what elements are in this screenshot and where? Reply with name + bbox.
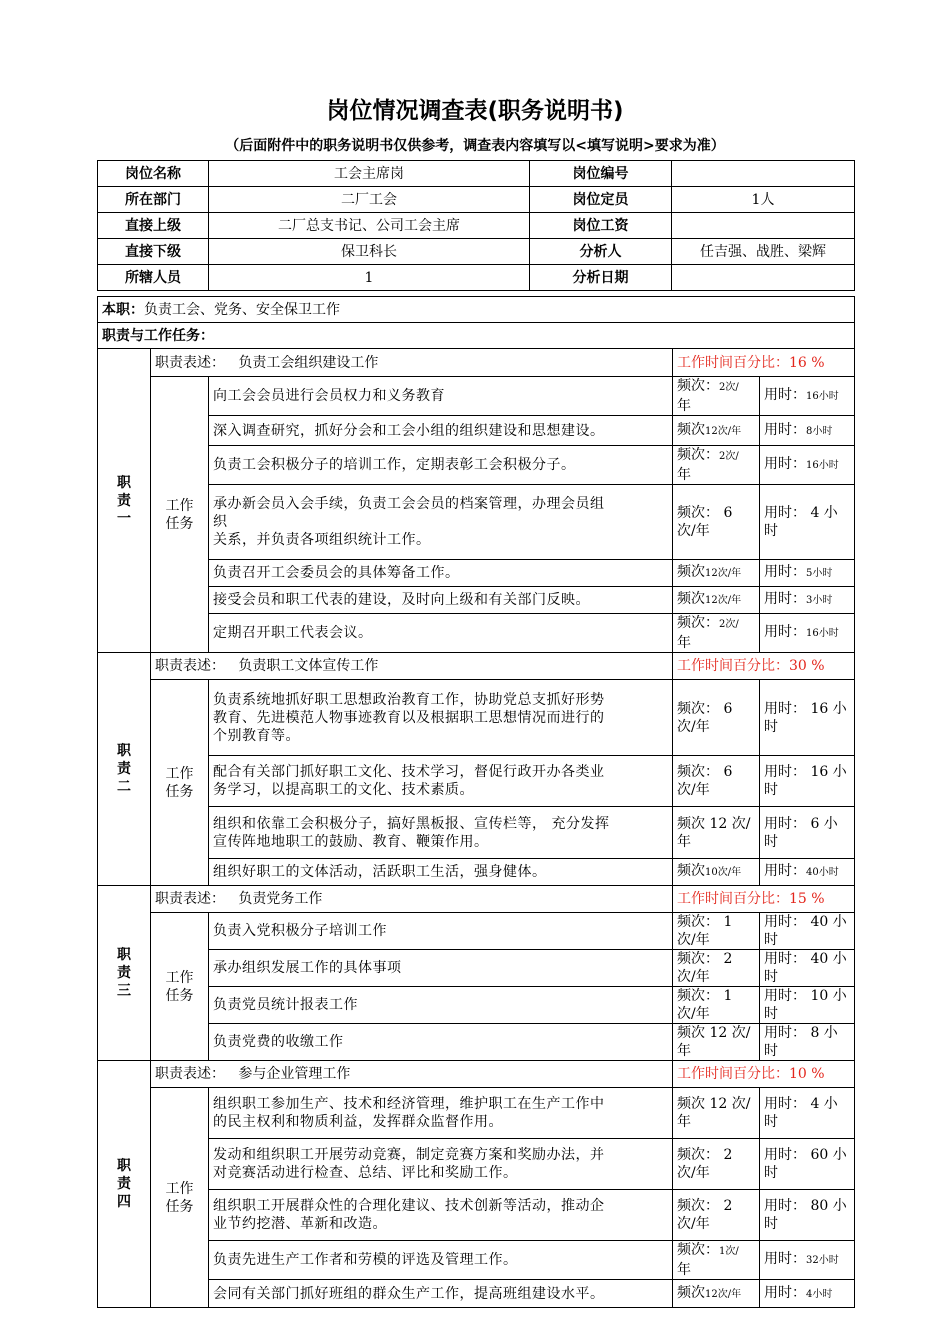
task-duration[interactable]: 用时：4小时 [760, 1280, 855, 1308]
task-duration[interactable]: 用时：16小时 [760, 614, 855, 653]
duty-4-label: 职责四 [98, 1061, 151, 1308]
task-row [98, 913, 855, 950]
duty-1-label: 职责一 [98, 349, 151, 653]
duty-4-percent[interactable]: 工作时间百分比：10 % [673, 1061, 855, 1088]
task-frequency[interactable]: 频次： 1 次/年 [673, 913, 760, 950]
task-text[interactable]: 组织职工开展群众性的合理化建议、技术创新等活动，推动企 业节约挖潜、革新和改造。 [209, 1190, 673, 1241]
task-frequency[interactable]: 频次10次/年 [673, 859, 760, 886]
task-group-label: 工作任务 [151, 913, 209, 1061]
task-frequency[interactable]: 频次：1次/ 年 [673, 1241, 760, 1280]
task-duration[interactable]: 用时：32小时 [760, 1241, 855, 1280]
task-row [98, 680, 855, 756]
page-subtitle: （后面附件中的职务说明书仅供参考，调查表内容填写以<填写说明>要求为准） [225, 138, 725, 154]
task-text[interactable]: 负责入党积极分子培训工作 [209, 913, 673, 950]
task-duration[interactable]: 用时：8小时 [760, 416, 855, 446]
quota-value[interactable]: 1人 [672, 187, 855, 213]
task-text[interactable]: 承办组织发展工作的具体事项 [209, 950, 673, 987]
duty-2-label: 职责二 [98, 653, 151, 886]
subordinate-label: 直接下级 [98, 239, 209, 265]
task-group-label: 工作任务 [151, 377, 209, 653]
duty-4-desc[interactable]: 职责表述： 参与企业管理工作 [151, 1061, 673, 1088]
info-row [98, 265, 855, 291]
task-row [98, 587, 855, 614]
task-row [98, 1139, 855, 1190]
task-group-label: 工作任务 [151, 1088, 209, 1308]
main-duty-row [98, 297, 855, 323]
task-frequency[interactable]: 频次： 2 次/年 [673, 1190, 760, 1241]
task-frequency[interactable]: 频次： 6 次/年 [673, 680, 760, 756]
task-duration[interactable]: 用时： 40 小时 [760, 950, 855, 987]
task-text[interactable]: 组织职工参加生产、技术和经济管理，维护职工在生产工作中 的民主权利和物质利益，发挥群众监督作用。 [209, 1088, 673, 1139]
task-duration[interactable]: 用时： 80 小时 [760, 1190, 855, 1241]
post-no-label: 岗位编号 [530, 161, 672, 187]
task-duration[interactable]: 用时： 16 小时 [760, 756, 855, 807]
task-frequency[interactable]: 频次：2次/ 年 [673, 377, 760, 416]
task-row [98, 1280, 855, 1308]
duty-desc-row [98, 653, 855, 680]
analyst-label: 分析人 [530, 239, 672, 265]
task-frequency[interactable]: 频次 12 次/年 [673, 807, 760, 859]
task-frequency[interactable]: 频次： 6 次/年 [673, 756, 760, 807]
task-duration[interactable]: 用时：5小时 [760, 560, 855, 587]
duty-2-percent[interactable]: 工作时间百分比：30 % [673, 653, 855, 680]
task-frequency[interactable]: 频次 12 次/年 [673, 1024, 760, 1061]
task-text[interactable]: 定期召开职工代表会议。 [209, 614, 673, 653]
duty-3-percent[interactable]: 工作时间百分比：15 % [673, 886, 855, 913]
duty-desc-row [98, 349, 855, 377]
duty-desc-row [98, 886, 855, 913]
task-frequency[interactable]: 频次： 6 次/年 [673, 485, 760, 560]
superior-label: 直接上级 [98, 213, 209, 239]
task-row [98, 485, 855, 560]
duties-header-row [98, 323, 855, 349]
task-row [98, 446, 855, 485]
superior-value[interactable]: 二厂总支书记、公司工会主席 [209, 213, 530, 239]
duties-header: 职责与工作任务： [98, 323, 855, 349]
task-duration[interactable]: 用时： 10 小时 [760, 987, 855, 1024]
task-text[interactable]: 负责先进生产工作者和劳模的评选及管理工作。 [209, 1241, 673, 1280]
duty-3-label: 职责三 [98, 886, 151, 1061]
staff-label: 所辖人员 [98, 265, 209, 291]
task-row [98, 1024, 855, 1061]
dept-label: 所在部门 [98, 187, 209, 213]
task-duration[interactable]: 用时： 60 小时 [760, 1139, 855, 1190]
task-duration[interactable]: 用时： 4 小时 [760, 1088, 855, 1139]
task-duration[interactable]: 用时： 4 小时 [760, 485, 855, 560]
duty-3-desc[interactable]: 职责表述： 负责党务工作 [151, 886, 673, 913]
task-frequency[interactable]: 频次：2次/ 年 [673, 446, 760, 485]
task-row [98, 756, 855, 807]
staff-value[interactable]: 1 [209, 265, 530, 291]
post-no-value[interactable] [672, 161, 855, 187]
dept-value[interactable]: 二厂工会 [209, 187, 530, 213]
task-text[interactable]: 负责党员统计报表工作 [209, 987, 673, 1024]
task-text[interactable]: 向工会会员进行会员权力和义务教育 [209, 377, 673, 416]
info-row [98, 239, 855, 265]
task-duration[interactable]: 用时：40小时 [760, 859, 855, 886]
date-value[interactable] [672, 265, 855, 291]
task-text[interactable]: 负责召开工会委员会的具体筹备工作。 [209, 560, 673, 587]
task-frequency[interactable]: 频次：2次/ 年 [673, 614, 760, 653]
task-duration[interactable]: 用时：16小时 [760, 377, 855, 416]
basic-info-table [97, 160, 855, 291]
main-duty-cell [98, 297, 855, 323]
quota-label: 岗位定员 [530, 187, 672, 213]
info-row [98, 187, 855, 213]
task-text[interactable]: 组织和依靠工会积极分子，搞好黑板报、宣传栏等， 充分发挥 宣传阵地地职工的鼓励、教育、鞭策作用。 [209, 807, 673, 859]
main-duty-text[interactable]: 负责工会、党务、安全保卫工作 [144, 301, 340, 318]
task-frequency[interactable]: 频次12次/年 [673, 416, 760, 446]
task-text[interactable]: 发动和组织职工开展劳动竞赛，制定竞赛方案和奖励办法，并 对竞赛活动进行检查、总结、评比和奖励工作。 [209, 1139, 673, 1190]
task-frequency[interactable]: 频次： 2 次/年 [673, 950, 760, 987]
duties-table [97, 296, 855, 1308]
task-duration[interactable]: 用时： 40 小时 [760, 913, 855, 950]
task-text[interactable]: 组织好职工的文体活动，活跃职工生活，强身健体。 [209, 859, 673, 886]
task-text[interactable]: 承办新会员入会手续，负责工会会员的档案管理，办理会员组 织 关系，并负责各项组织统计工作。 [209, 485, 673, 560]
task-row [98, 1190, 855, 1241]
salary-label: 岗位工资 [530, 213, 672, 239]
duty-2-desc[interactable]: 职责表述： 负责职工文体宣传工作 [151, 653, 673, 680]
task-text[interactable]: 负责系统地抓好职工思想政治教育工作，协助党总支抓好形势 教育、先进模范人物事迹教育以及根据职工思想情况而进行的 个别教育等。 [209, 680, 673, 756]
salary-value[interactable] [672, 213, 855, 239]
duty-desc-row [98, 1061, 855, 1088]
task-text[interactable]: 深入调查研究，抓好分会和工会小组的组织建设和思想建设。 [209, 416, 673, 446]
task-row [98, 950, 855, 987]
task-duration[interactable]: 用时： 8 小时 [760, 1024, 855, 1061]
task-text[interactable]: 负责工会积极分子的培训工作，定期表彰工会积极分子。 [209, 446, 673, 485]
task-text[interactable]: 接受会员和职工代表的建设，及时向上级和有关部门反映。 [209, 587, 673, 614]
task-row [98, 987, 855, 1024]
page-title: 岗位情况调查表(职务说明书) [326, 98, 624, 124]
main-duty-label: 本职： [102, 301, 144, 318]
duty-1-percent[interactable]: 工作时间百分比：16 % [673, 349, 855, 377]
task-row [98, 614, 855, 653]
date-label: 分析日期 [530, 265, 672, 291]
task-frequency[interactable]: 频次12次/年 [673, 560, 760, 587]
info-row [98, 161, 855, 187]
info-row [98, 213, 855, 239]
post-name-value[interactable]: 工会主席岗 [209, 161, 530, 187]
task-row [98, 377, 855, 416]
task-group-label: 工作任务 [151, 680, 209, 886]
task-frequency[interactable]: 频次12次/年 [673, 587, 760, 614]
task-frequency[interactable]: 频次： 1 次/年 [673, 987, 760, 1024]
task-frequency[interactable]: 频次： 2 次/年 [673, 1139, 760, 1190]
duty-1-desc[interactable]: 职责表述： 负责工会组织建设工作 [151, 349, 673, 377]
task-duration[interactable]: 用时： 6 小时 [760, 807, 855, 859]
task-duration[interactable]: 用时：16小时 [760, 446, 855, 485]
task-text[interactable]: 会同有关部门抓好班组的群众生产工作，提高班组建设水平。 [209, 1280, 673, 1308]
task-row [98, 807, 855, 859]
post-name-label: 岗位名称 [98, 161, 209, 187]
task-row [98, 859, 855, 886]
task-row [98, 1088, 855, 1139]
task-duration[interactable]: 用时： 16 小时 [760, 680, 855, 756]
task-text[interactable]: 负责党费的收缴工作 [209, 1024, 673, 1061]
task-row [98, 560, 855, 587]
task-frequency[interactable]: 频次12次/年 [673, 1280, 760, 1308]
task-text[interactable]: 配合有关部门抓好职工文化、技术学习，督促行政开办各类业 务学习，以提高职工的文化、技术素质。 [209, 756, 673, 807]
task-frequency[interactable]: 频次 12 次/年 [673, 1088, 760, 1139]
task-duration[interactable]: 用时：3小时 [760, 587, 855, 614]
task-row [98, 416, 855, 446]
subordinate-value[interactable]: 保卫科长 [209, 239, 530, 265]
analyst-value[interactable]: 任吉强、战胜、梁辉 [672, 239, 855, 265]
task-row [98, 1241, 855, 1280]
